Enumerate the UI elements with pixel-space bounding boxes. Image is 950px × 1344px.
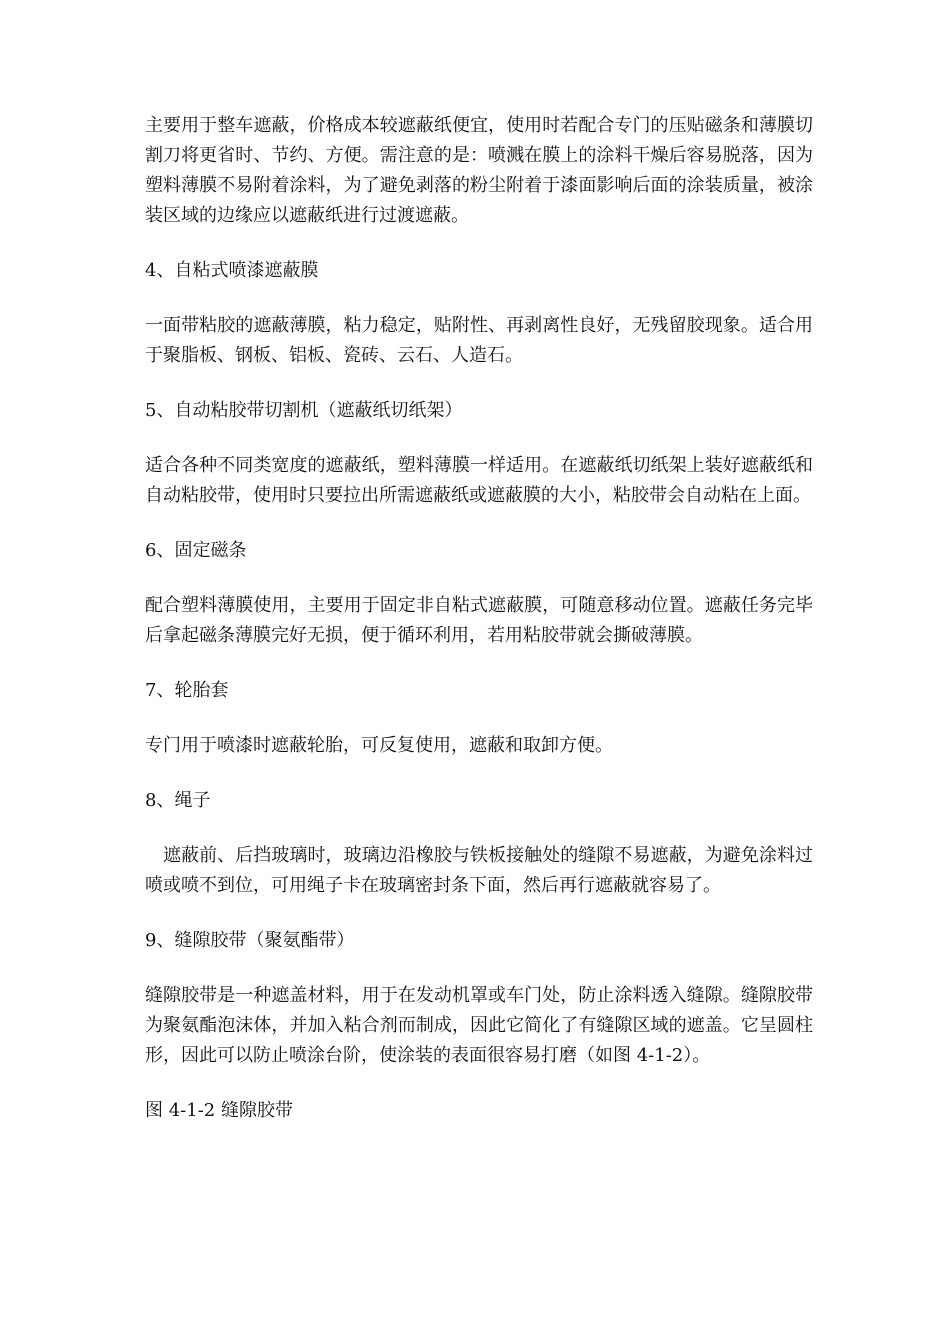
paragraph-rope: 遮蔽前、后挡玻璃时，玻璃边沿橡胶与铁板接触处的缝隙不易遮蔽，为避免涂料过喷或喷不到位，可用绳子卡在玻璃密封条下面，然后再行遮蔽就容易了。 xyxy=(145,845,813,896)
paragraph-tape-cutter: 适合各种不同类宽度的遮蔽纸，塑料薄膜一样适用。在遮蔽纸切纸架上装好遮蔽纸和自动粘胶带，使用时只要拉出所需遮蔽纸或遮蔽膜的大小，粘胶带会自动粘在上面。 xyxy=(145,455,813,506)
paragraph-tire-cover: 专门用于喷漆时遮蔽轮胎，可反复使用，遮蔽和取卸方便。 xyxy=(145,735,613,756)
heading-magnetic-strip: 6、固定磁条 xyxy=(145,540,247,561)
heading-tape-cutter: 5、自动粘胶带切割机（遮蔽纸切纸架） xyxy=(145,400,463,421)
heading-rope: 8、绳子 xyxy=(145,790,211,811)
document-page xyxy=(145,111,813,1151)
heading-self-adhesive-film: 4、自粘式喷漆遮蔽膜 xyxy=(145,260,319,281)
heading-gap-tape: 9、缝隙胶带（聚氨酯带） xyxy=(145,930,355,951)
paragraph-magnetic-strip: 配合塑料薄膜使用，主要用于固定非自粘式遮蔽膜，可随意移动位置。遮蔽任务完毕后拿起磁条薄膜完好无损，便于循环利用，若用粘胶带就会撕破薄膜。 xyxy=(145,595,813,646)
figure-caption: 图 4-1-2 缝隙胶带 xyxy=(145,1100,293,1121)
paragraph-self-adhesive-film: 一面带粘胶的遮蔽薄膜，粘力稳定，贴附性、再剥离性良好，无残留胶现象。适合用于聚脂板、钢板、铝板、瓷砖、云石、人造石。 xyxy=(145,315,813,366)
heading-tire-cover: 7、轮胎套 xyxy=(145,680,229,701)
paragraph-film-usage: 主要用于整车遮蔽，价格成本较遮蔽纸便宜，使用时若配合专门的压贴磁条和薄膜切割刀将更省时、节约、方便。需注意的是：喷溅在膜上的涂料干燥后容易脱落，因为塑料薄膜不易附着涂料，为了避免剥落的粉尘附着于漆面影响后面的涂装质量，被涂装区域的边缘应以遮蔽纸进行过渡遮蔽。 xyxy=(145,115,813,226)
paragraph-gap-tape: 缝隙胶带是一种遮盖材料，用于在发动机罩或车门处，防止涂料透入缝隙。缝隙胶带为聚氨酯泡沫体，并加入粘合剂而制成，因此它简化了有缝隙区域的遮盖。它呈圆柱形，因此可以防止喷涂台阶，使涂装的表面很容易打磨（如图 4-1-2）。 xyxy=(145,985,813,1066)
